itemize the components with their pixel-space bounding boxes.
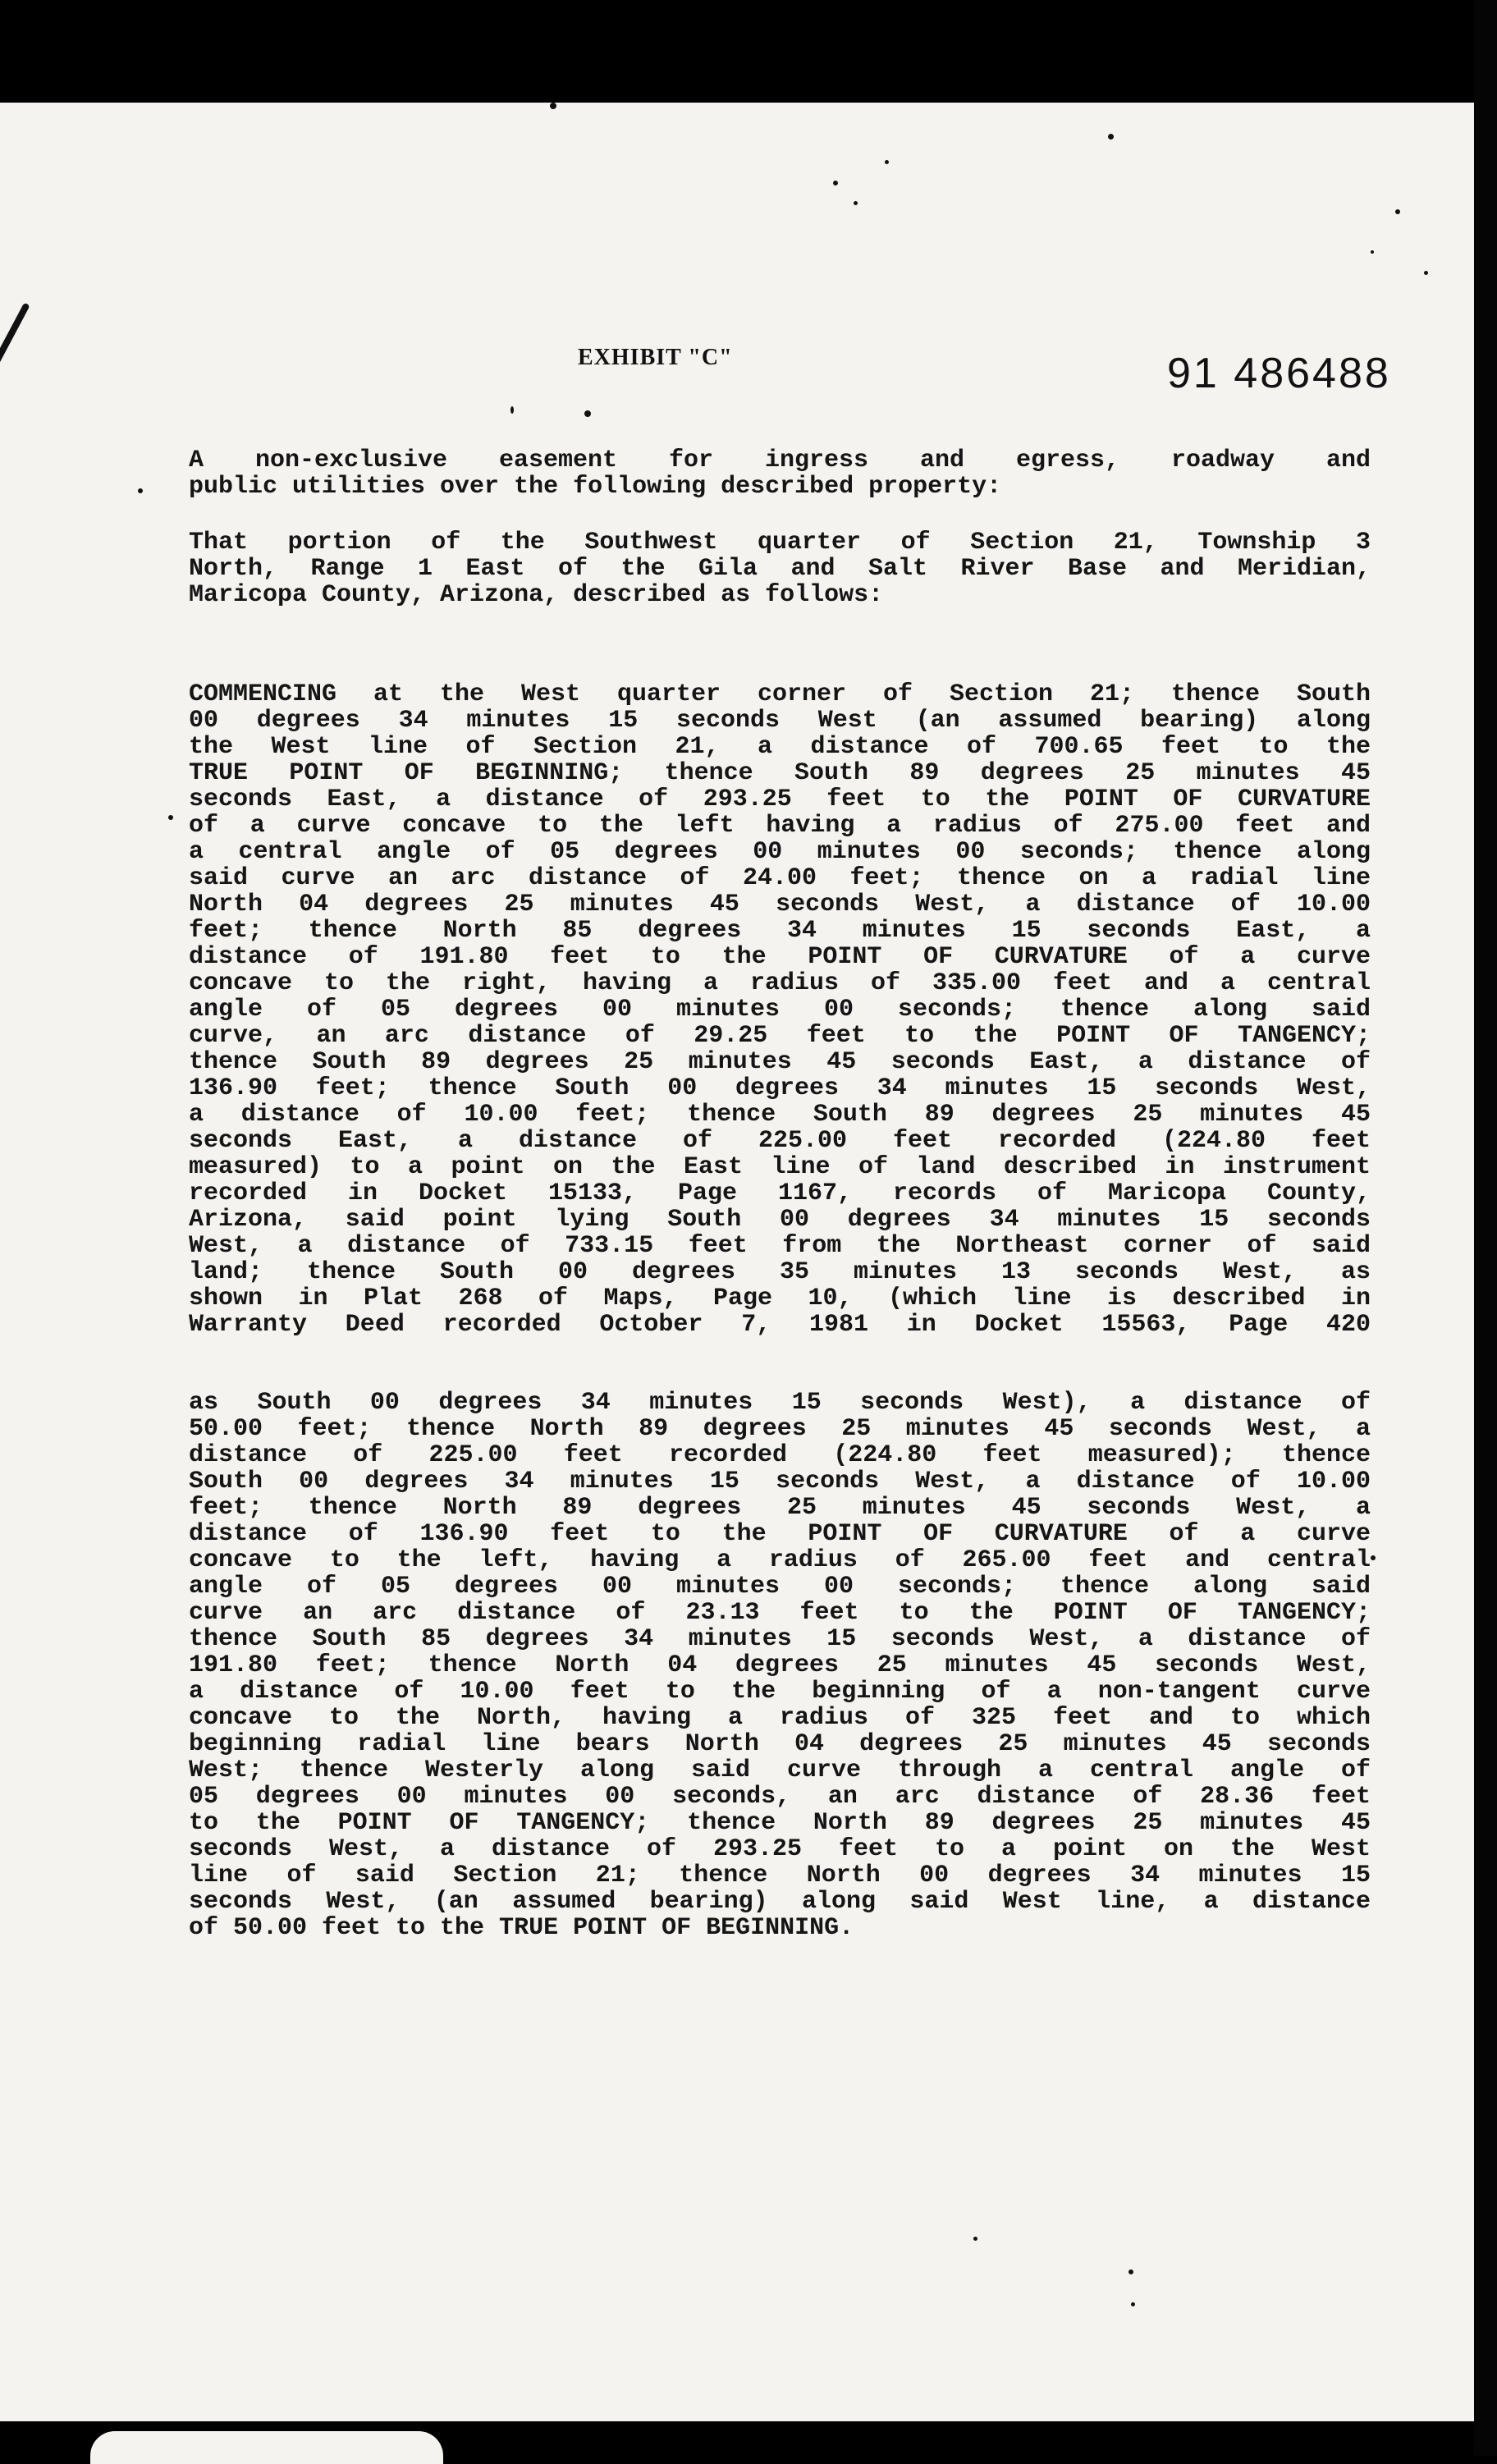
- scan-speck: [168, 815, 173, 820]
- text-line: the West line of Section 21, a distance of 700.65 feet to the: [189, 733, 1371, 761]
- text-line: concave to the left, having a radius of 265.00 feet and central: [189, 1546, 1371, 1574]
- scan-border-right: [1474, 0, 1497, 2456]
- text-line: curve, an arc distance of 29.25 feet to the POINT OF TANGENCY;: [189, 1022, 1371, 1050]
- text-line: a central angle of 05 degrees 00 minutes 00 seconds; thence along: [189, 838, 1371, 866]
- text-line: 136.90 feet; thence South 00 degrees 34 minutes 15 seconds West,: [189, 1074, 1371, 1102]
- text-line: recorded in Docket 15133, Page 1167, records of Maricopa County,: [189, 1179, 1371, 1207]
- text-line: distance of 136.90 feet to the POINT OF CURVATURE of a curve: [189, 1520, 1371, 1548]
- scan-speck: [1371, 1555, 1376, 1560]
- scan-speck: [1424, 271, 1428, 275]
- text-line: a distance of 10.00 feet; thence South 89 degrees 25 minutes 45: [189, 1101, 1371, 1129]
- scan-speck: [973, 2237, 977, 2241]
- text-line: public utilities over the following described property:: [189, 473, 1002, 501]
- text-line: thence South 89 degrees 25 minutes 45 seconds East, a distance of: [189, 1048, 1371, 1076]
- text-line: seconds West, a distance of 293.25 feet to a point on the West: [189, 1835, 1371, 1863]
- text-line: 00 degrees 34 minutes 15 seconds West (an assumed bearing) along: [189, 707, 1371, 735]
- text-line: line of said Section 21; thence North 00 degrees 34 minutes 15: [189, 1862, 1371, 1889]
- text-line: measured) to a point on the East line of land described in instrument: [189, 1153, 1371, 1181]
- text-line: curve an arc distance of 23.13 feet to the POINT OF TANGENCY;: [189, 1599, 1371, 1627]
- scan-speck: [550, 103, 556, 109]
- legal-description-paragraph-2: [189, 1390, 1371, 1941]
- scan-speck: [510, 406, 514, 414]
- scan-speck: [1131, 2302, 1135, 2306]
- legal-description-paragraph-1: [189, 681, 1371, 1338]
- text-line: distance of 225.00 feet recorded (224.80 feet measured); thence: [189, 1441, 1371, 1469]
- scan-speck: [584, 410, 591, 417]
- text-line: Maricopa County, Arizona, described as follows:: [189, 581, 884, 609]
- text-line: Warranty Deed recorded October 7, 1981 in Docket 15563, Page 420: [189, 1311, 1371, 1339]
- scan-speck: [1108, 134, 1114, 140]
- intro-paragraph: [189, 447, 1371, 500]
- portion-paragraph: [189, 529, 1371, 608]
- text-line: North 04 degrees 25 minutes 45 seconds West, a distance of 10.00: [189, 891, 1371, 918]
- text-line: thence South 85 degrees 34 minutes 15 seconds West, a distance of: [189, 1625, 1371, 1653]
- document-number: 91 486488: [1167, 350, 1391, 397]
- text-line: seconds East, a distance of 293.25 feet to the POINT OF CURVATURE: [189, 785, 1371, 813]
- text-line: 05 degrees 00 minutes 00 seconds, an arc distance of 28.36 feet: [189, 1783, 1371, 1811]
- text-line: of a curve concave to the left having a radius of 275.00 feet and: [189, 812, 1371, 840]
- text-line: land; thence South 00 degrees 35 minutes 13 seconds West, as: [189, 1258, 1371, 1286]
- text-line: angle of 05 degrees 00 minutes 00 seconds; thence along said: [189, 1573, 1371, 1601]
- text-line: feet; thence North 85 degrees 34 minutes 15 seconds East, a: [189, 917, 1371, 945]
- text-line: 191.80 feet; thence North 04 degrees 25 minutes 45 seconds West,: [189, 1651, 1371, 1679]
- text-line: distance of 191.80 feet to the POINT OF CURVATURE of a curve: [189, 943, 1371, 971]
- scan-speck: [138, 488, 143, 493]
- text-line: to the POINT OF TANGENCY; thence North 89 degrees 25 minutes 45: [189, 1809, 1371, 1837]
- text-line: feet; thence North 89 degrees 25 minutes 45 seconds West, a: [189, 1494, 1371, 1522]
- text-line: West; thence Westerly along said curve through a central angle of: [189, 1756, 1371, 1784]
- scan-speck: [885, 160, 889, 164]
- scan-speck: [1395, 209, 1400, 214]
- document-page: [0, 103, 1474, 2421]
- scan-speck: [854, 201, 858, 205]
- text-line: shown in Plat 268 of Maps, Page 10, (which line is described in: [189, 1285, 1371, 1312]
- pen-mark: [0, 302, 30, 370]
- text-line: That portion of the Southwest quarter of Section 21, Township 3: [189, 529, 1371, 556]
- text-line: said curve an arc distance of 24.00 feet; thence on a radial line: [189, 864, 1371, 892]
- scan-bottom-tab: [90, 2431, 443, 2464]
- text-line: of 50.00 feet to the TRUE POINT OF BEGINNING.: [189, 1914, 854, 1942]
- text-line: TRUE POINT OF BEGINNING; thence South 89 degrees 25 minutes 45: [189, 759, 1371, 787]
- text-line: A non-exclusive easement for ingress and egress, roadway and: [189, 447, 1371, 474]
- text-line: as South 00 degrees 34 minutes 15 seconds West), a distance of: [189, 1389, 1371, 1417]
- text-line: seconds East, a distance of 225.00 feet recorded (224.80 feet: [189, 1127, 1371, 1155]
- text-line: angle of 05 degrees 00 minutes 00 seconds; thence along said: [189, 996, 1371, 1024]
- text-line: seconds West, (an assumed bearing) along said West line, a distance: [189, 1888, 1371, 1916]
- text-line: Arizona, said point lying South 00 degrees 34 minutes 15 seconds: [189, 1206, 1371, 1234]
- scan-speck: [1128, 2269, 1133, 2274]
- text-line: COMMENCING at the West quarter corner of Section 21; thence South: [189, 680, 1371, 708]
- text-line: West, a distance of 733.15 feet from the Northeast corner of said: [189, 1232, 1371, 1260]
- scan-speck: [833, 181, 838, 185]
- text-line: beginning radial line bears North 04 degrees 25 minutes 45 seconds: [189, 1730, 1371, 1758]
- text-line: North, Range 1 East of the Gila and Salt River Base and Meridian,: [189, 555, 1371, 583]
- text-line: 50.00 feet; thence North 89 degrees 25 minutes 45 seconds West, a: [189, 1415, 1371, 1443]
- text-line: South 00 degrees 34 minutes 15 seconds West, a distance of 10.00: [189, 1468, 1371, 1495]
- text-line: a distance of 10.00 feet to the beginning of a non-tangent curve: [189, 1678, 1371, 1706]
- text-line: concave to the right, having a radius of 335.00 feet and a central: [189, 969, 1371, 997]
- exhibit-title: EXHIBIT "C": [578, 345, 733, 370]
- text-line: concave to the North, having a radius of 325 feet and to which: [189, 1704, 1371, 1732]
- scan-speck: [1371, 250, 1374, 254]
